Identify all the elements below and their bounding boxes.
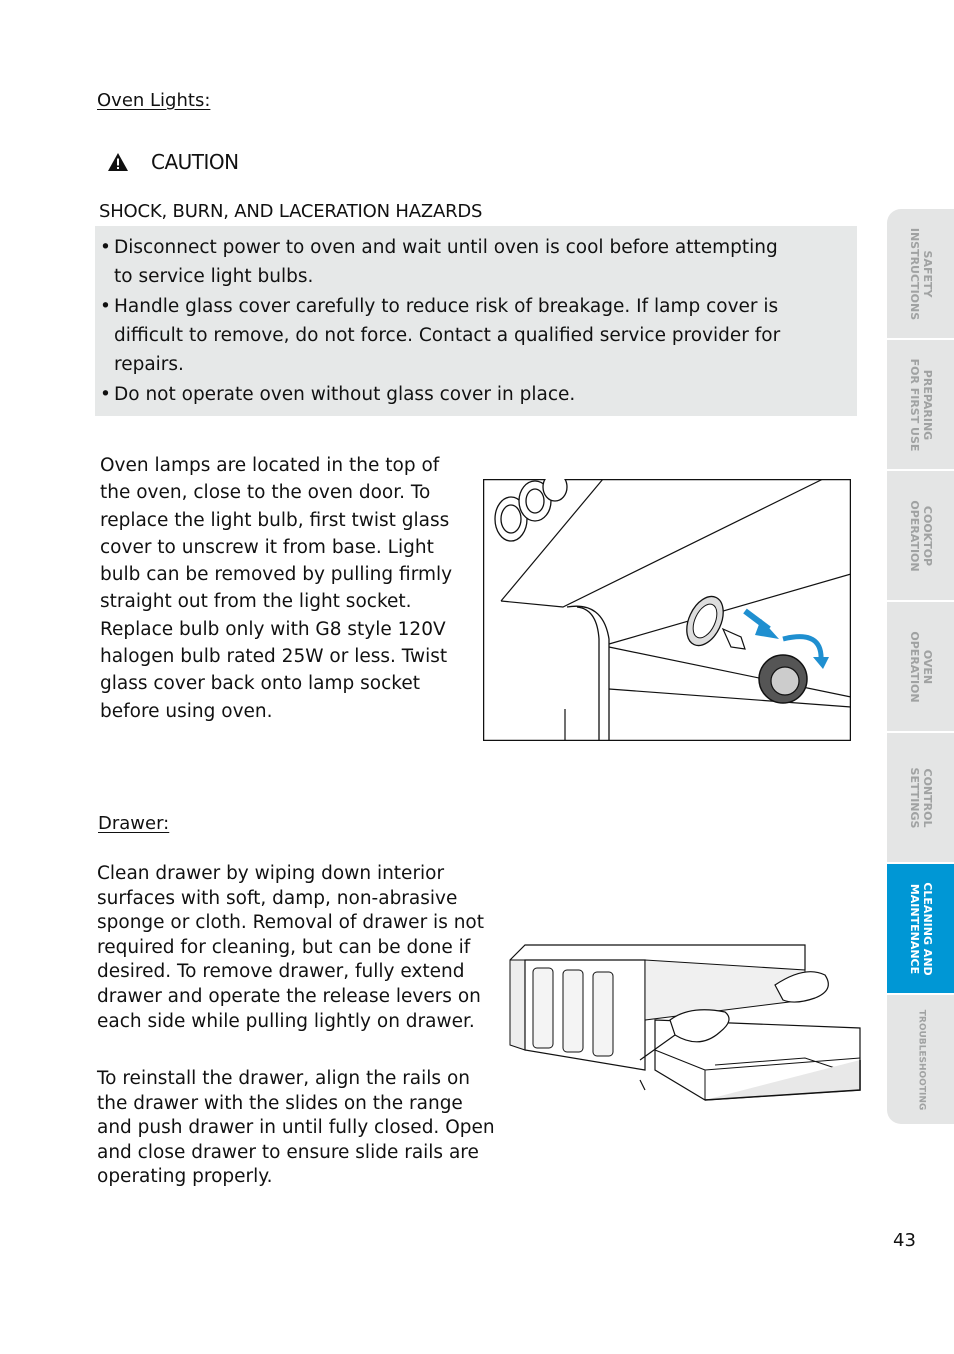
tab-label: COOKTOP OPERATION [907,499,934,572]
tab-label: SAFETY INSTRUCTIONS [907,227,934,320]
tab-preparing-for-first-use[interactable] [887,340,954,469]
hazard-text: Disconnect power to oven and wait until oven is cool before attempting [114,237,778,258]
tab-safety-instructions[interactable] [887,209,954,338]
caution-header [107,150,239,174]
hazard-text: Handle glass cover carefully to reduce risk of breakage. If lamp cover is [114,296,779,317]
tab-label: TROUBLESHOOTING [916,1009,926,1110]
hazard-text: repairs. [114,354,184,375]
hazard-item [100,292,850,379]
bullet-icon: • [100,237,111,258]
tab-cleaning-and-maintenance[interactable] [887,864,954,993]
bullet-icon: • [100,296,111,317]
oven-lights-heading: Oven Lights: [97,90,211,111]
hazard-text: Do not operate oven without glass cover in place. [114,384,576,405]
drawer-reinstall-paragraph: To reinstall the drawer, align the rails on the drawer with the slides on the range and push drawer in until fully closed. Open and close drawer to ensure slide rails are operating properly. [97,1068,495,1188]
tab-label: CONTROL SETTINGS [907,767,934,828]
hazard-item [100,380,850,409]
tab-label: PREPARING FOR FIRST USE [907,358,934,451]
caution-label: CAUTION [151,150,239,174]
hazard-text: to service light bulbs. [114,266,314,287]
page-number: 43 [893,1230,916,1251]
tab-control-settings[interactable] [887,733,954,862]
drawer-removal-illustration [505,940,865,1120]
hazard-box [95,226,857,416]
tab-label: OVEN OPERATION [907,630,934,703]
tab-troubleshooting[interactable] [887,995,954,1124]
bullet-icon: • [100,384,111,405]
drawer-cleaning-paragraph: Clean drawer by wiping down interior surfaces with soft, damp, non-abrasive sponge or cloth. Removal of drawer is not required for cleaning, but can be done if desired. To remove drawer, fully extend drawer and operate the release levers on each side while pulling lightly on drawer. [97,863,485,1032]
hazard-title: SHOCK, BURN, AND LACERATION HAZARDS [99,201,483,222]
tab-cooktop-operation[interactable] [887,471,954,600]
drawer-heading: Drawer: [98,813,170,834]
warning-triangle-icon [107,152,129,172]
tab-label: CLEANING AND MAINTENANCE [907,881,934,976]
oven-lamp-illustration [483,479,851,741]
hazard-text: difficult to remove, do not force. Contact a qualified service provider for [114,325,781,346]
hazard-item [100,233,850,291]
tab-oven-operation[interactable] [887,602,954,731]
oven-lamps-description: Oven lamps are located in the top of the oven, close to the oven door. To replace the light bulb, first twist glass cover to unscrew it from base. Light bulb can be removed by pulling firmly straight out from the light socket. Replace bulb only with G8 style 120V halogen bulb rated 25W or less. Twist glass cover back onto lamp socket before using oven. [100,455,453,722]
